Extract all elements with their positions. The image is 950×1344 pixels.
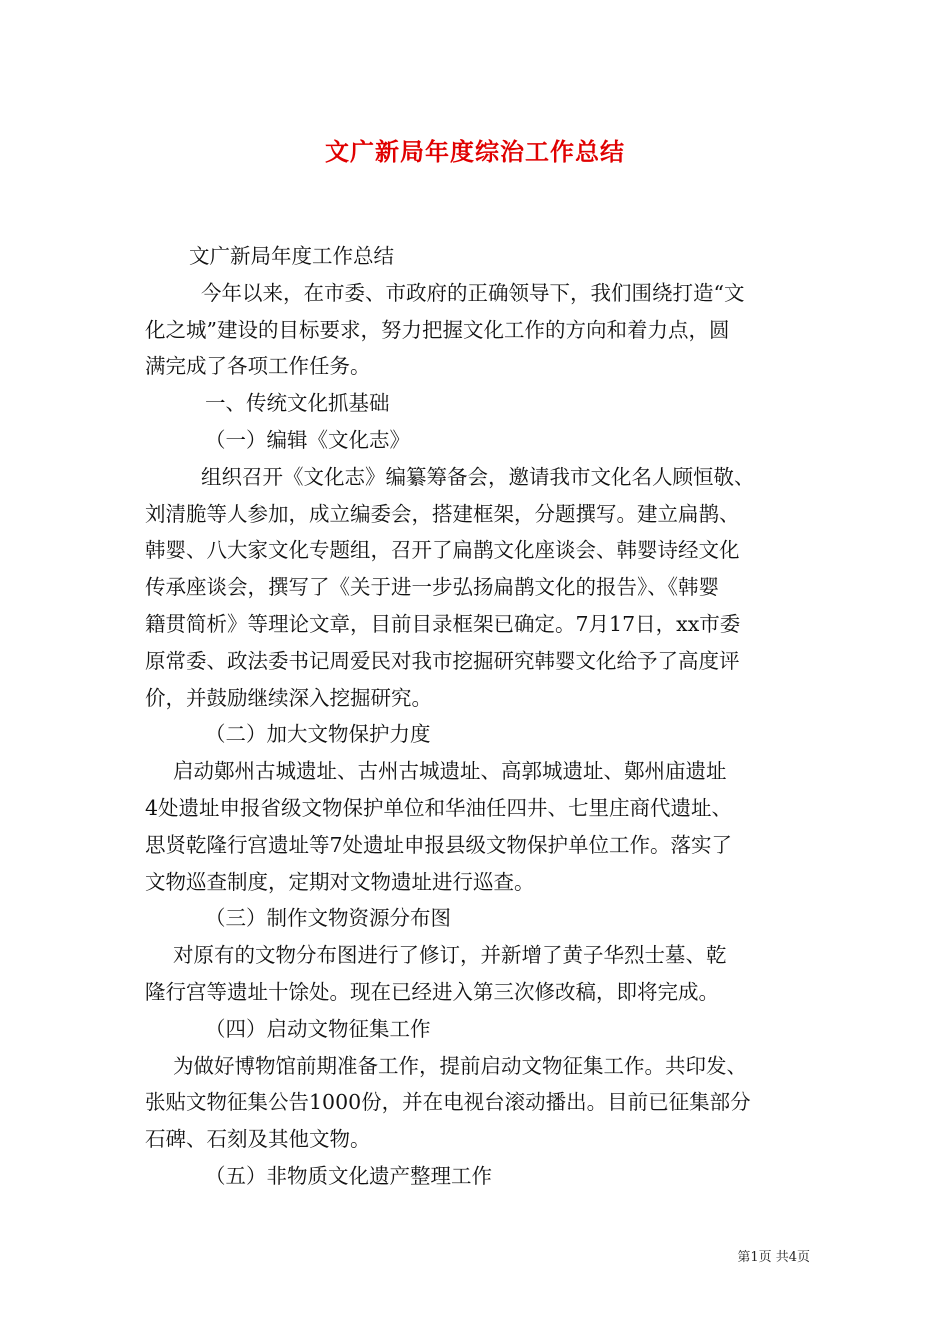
body-line: 张贴文物征集公告1000份，并在电视台滚动播出。目前已征集部分 xyxy=(145,1090,751,1115)
body-line: 为做好博物馆前期准备工作，提前启动文物征集工作。共印发、 xyxy=(173,1053,747,1078)
body-line: 价，并鼓励继续深入挖掘研究。 xyxy=(145,685,432,710)
body-line: 石碑、石刻及其他文物。 xyxy=(145,1127,371,1152)
body-line: 隆行宫等遗址十馀处。现在已经进入第三次修改稿，即将完成。 xyxy=(145,979,719,1004)
body-line: 思贤乾隆行宫遗址等7处遗址申报县级文物保护单位工作。落实了 xyxy=(145,832,733,857)
body-line: 刘清脆等人参加，成立编委会，搭建框架，分题撰写。建立扁鹊、 xyxy=(145,501,740,526)
body-line: 文广新局年度工作总结 xyxy=(189,244,394,268)
body-line: 满完成了各项工作任务。 xyxy=(145,354,371,379)
body-line: 启动鄚州古城遗址、古州古城遗址、高郭城遗址、鄚州庙遗址 xyxy=(173,759,727,784)
subsection-heading: （一）编辑《文化志》 xyxy=(205,427,410,452)
body-line: 原常委、政法委书记周爱民对我市挖掘研究韩婴文化给予了高度评 xyxy=(145,648,740,673)
subsection-heading: （二）加大文物保护力度 xyxy=(205,722,431,747)
body-line: 韩婴、八大家文化专题组，召开了扁鹊文化座谈会、韩婴诗经文化 xyxy=(145,538,740,563)
document-title: 文广新局年度综治工作总结 xyxy=(325,137,625,166)
section-heading: 一、传统文化抓基础 xyxy=(205,391,390,416)
body-line: 4处遗址申报省级文物保护单位和华油任四井、七里庄商代遗址、 xyxy=(145,795,733,820)
document-body xyxy=(145,238,813,1195)
body-line: 籍贯简析》等理论文章，目前目录框架已确定。7月17日，xx市委 xyxy=(145,611,741,636)
subsection-heading: （四）启动文物征集工作 xyxy=(205,1016,431,1041)
body-line: 传承座谈会，撰写了《关于进一步弘扬扁鹊文化的报告》、《韩婴 xyxy=(145,575,719,600)
body-line: 对原有的文物分布图进行了修订，并新增了黄子华烈士墓、乾 xyxy=(173,943,727,968)
body-line: 文物巡查制度，定期对文物遗址进行巡查。 xyxy=(145,869,535,894)
subsection-heading: （三）制作文物资源分布图 xyxy=(205,906,451,931)
body-line: 今年以来，在市委、市政府的正确领导下，我们围绕打造“文 xyxy=(201,280,745,305)
body-line: 化之城”建设的目标要求，努力把握文化工作的方向和着力点，圆 xyxy=(145,317,730,342)
page-number-footer: 第1页 共4页 xyxy=(737,1250,810,1265)
subsection-heading: （五）非物质文化遗产整理工作 xyxy=(205,1163,492,1188)
body-line: 组织召开《文化志》编纂筹备会，邀请我市文化名人顾恒敬、 xyxy=(201,464,755,489)
